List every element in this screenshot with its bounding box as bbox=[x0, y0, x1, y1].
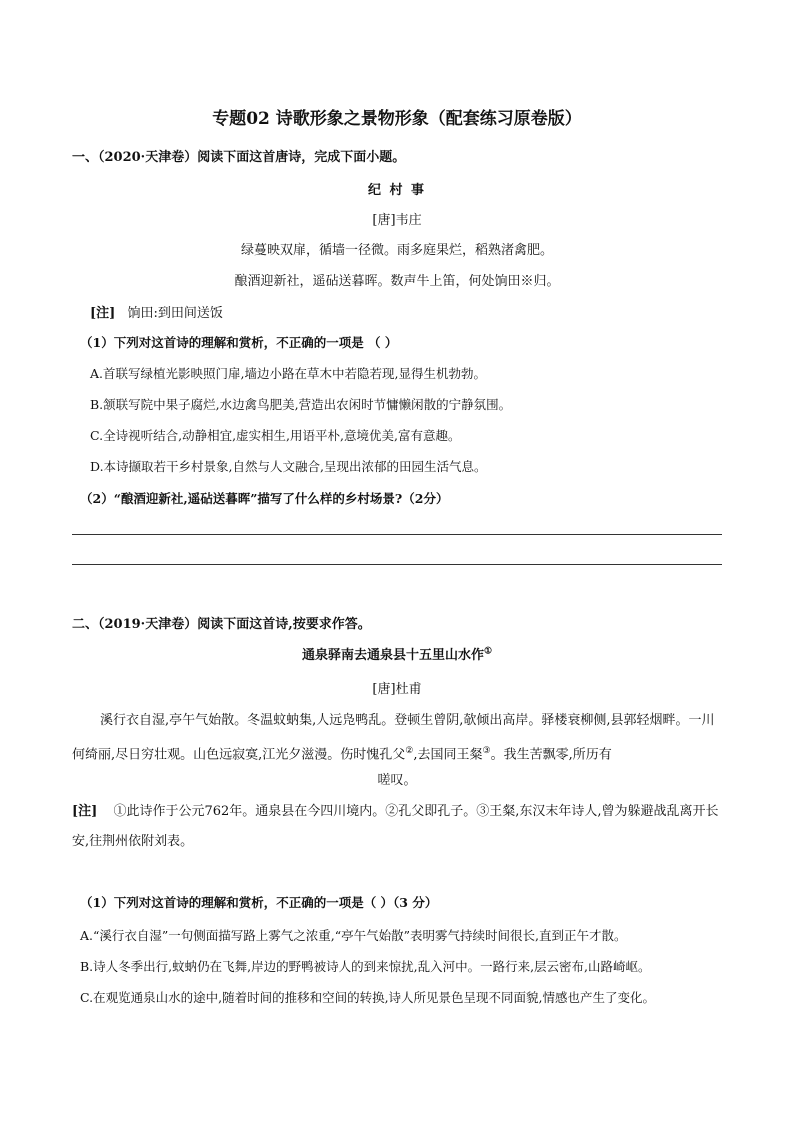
poem-text: ,去国同王粲 bbox=[413, 747, 483, 763]
section1-poem-line2: 酿酒迎新社，遥砧送暮晖。数声牛上笛，何处饷田※归。 bbox=[234, 274, 560, 289]
section2-poem-body bbox=[72, 706, 724, 770]
poem-title-text: 通泉驿南去通泉县十五里山水作 bbox=[301, 648, 484, 663]
section1-author: [唐]韦庄 bbox=[372, 213, 422, 228]
section1-question1: （1）下列对这首诗的理解和赏析，不正确的一项是 （ ） bbox=[80, 335, 398, 350]
section1-question2: （2）“酿酒迎新社,遥砧送暮晖”描写了什么样的乡村场景?（2分） bbox=[80, 491, 449, 506]
option-a: A.首联写绿植光影映照门扉,墙边小路在草木中若隐若现,显得生机勃勃。 bbox=[90, 366, 486, 381]
page-title: 专题02 诗歌形象之景物形象（配套练习原卷版） bbox=[212, 109, 582, 129]
note-text: ①此诗作于公元762年。通泉县在今四川境内。②孔父即孔子。③王粲,东汉末年诗人,曾为躲避战乱离开长安,往荆州依附刘表。 bbox=[72, 804, 719, 849]
note-label: [注] bbox=[90, 306, 116, 321]
poem-text: 。我生苦飘零,所历有 bbox=[490, 747, 612, 763]
option-d: D.本诗撷取若干乡村景象,自然与人文融合,呈现出浓郁的田园生活气息。 bbox=[90, 459, 487, 474]
option-a: A.“溪行衣自湿”一句侧面描写路上雾气之浓重,“亭午气始散”表明雾气持续时间很长,直到正午才散。 bbox=[80, 928, 627, 943]
section2-heading: 二、（2019·天津卷）阅读下面这首诗,按要求作答。 bbox=[72, 617, 371, 632]
section1-poem-line1: 绿蔓映双扉，循墙一径微。雨多庭果烂，稻熟渚禽肥。 bbox=[240, 243, 553, 258]
poem-text: 溪行衣自湿,亭午气始散。冬温蚊蚋集,人远凫鸭乱。登顿生曾阴,欹倾出高岸。驿楼衰柳侧,县郭轻烟畔。一川何绮丽,尽日穷壮观。山色远寂寞,江光夕滋漫。伤时愧孔父 bbox=[72, 713, 715, 763]
option-c: C.在观览通泉山水的途中,随着时间的推移和空间的转换,诗人所见景色呈现不同面貌,情感也产生了变化。 bbox=[80, 990, 656, 1005]
note-text: 饷田:到田间送饭 bbox=[127, 306, 223, 321]
section1-poem-title: 纪 村 事 bbox=[367, 183, 427, 198]
option-b: B.诗人冬季出行,蚊蚋仍在飞舞,岸边的野鸭被诗人的到来惊扰,乱入河中。一路行来,层云密布,山路崎岖。 bbox=[80, 959, 651, 974]
footnote-mark: ② bbox=[405, 746, 414, 756]
footnote-mark: ③ bbox=[482, 746, 491, 756]
option-c: C.全诗视听结合,动静相宜,虚实相生,用语平朴,意境优美,富有意趣。 bbox=[90, 428, 461, 443]
footnote-mark: ① bbox=[483, 646, 493, 657]
section2-poem-last-line: 嗟叹。 bbox=[377, 773, 417, 788]
option-b: B.颔联写院中果子腐烂,水边禽鸟肥美,营造出农闲时节慵懒闲散的宁静氛围。 bbox=[90, 397, 512, 412]
section2-question1: （1）下列对这首诗的理解和赏析，不正确的一项是（ ）（3 分） bbox=[80, 895, 438, 910]
section1-heading: 一、（2020·天津卷）阅读下面这首唐诗，完成下面小题。 bbox=[72, 150, 406, 165]
note-label: [注] bbox=[72, 804, 98, 819]
section2-note bbox=[72, 797, 724, 857]
section2-author: [唐]杜甫 bbox=[372, 682, 422, 697]
answer-line bbox=[72, 534, 722, 535]
section2-poem-title bbox=[0, 644, 794, 663]
section1-note bbox=[90, 302, 223, 321]
answer-line bbox=[72, 564, 722, 565]
